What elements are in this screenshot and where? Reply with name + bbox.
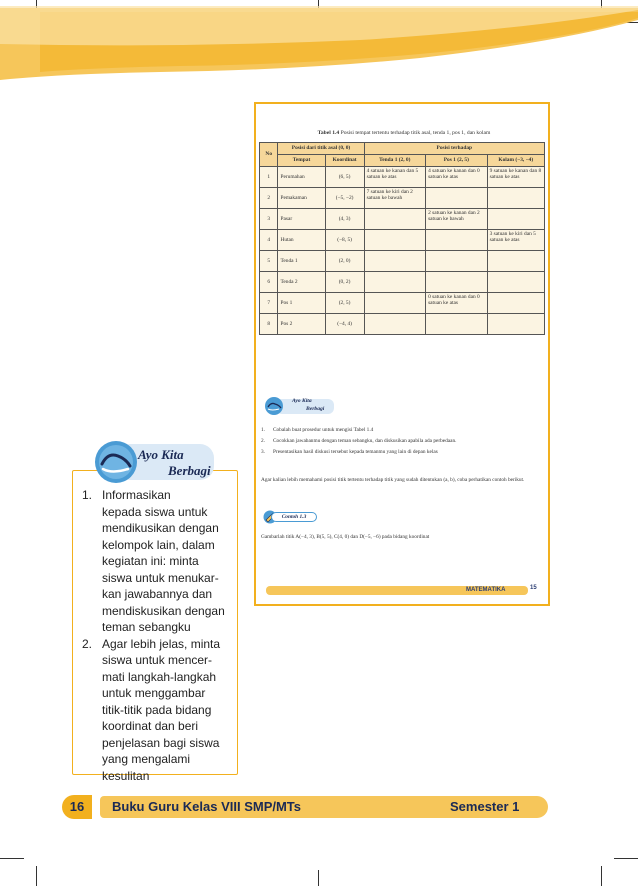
cell-pos xyxy=(426,251,488,272)
cell-pos: 4 satuan ke kanan dan 0 satuan ke atas xyxy=(426,167,488,188)
ayo-kita-berbagi-badge xyxy=(94,438,214,486)
crop-mark xyxy=(601,866,602,886)
badge-title-line2: Berbagi xyxy=(168,463,211,478)
header-posisi-terhadap: Posisi terhadap xyxy=(364,143,544,155)
list-number: 2. xyxy=(261,438,265,444)
header-tempat: Tempat xyxy=(278,155,325,167)
crop-mark xyxy=(614,858,638,859)
inner-textbook-page xyxy=(254,102,550,606)
cell-koordinat: (4, 3) xyxy=(325,209,364,230)
text-line: penjelasan bagi siswa xyxy=(102,735,220,750)
text-line: kepada siswa untuk xyxy=(102,504,208,519)
cell-koordinat: (−8, 5) xyxy=(325,230,364,251)
text-line: yang mengalami xyxy=(102,752,191,766)
list-item xyxy=(261,449,547,455)
list-text: Cobalah buat prosedur untuk mengisi Tabel 1.4 xyxy=(273,427,374,433)
cell-tenda xyxy=(364,314,426,335)
inner-footer-subject: MATEMATIKA xyxy=(466,587,506,593)
cell-tenda xyxy=(364,272,426,293)
cell-kolam: 3 satuan ke kiri dan 5 satuan ke atas xyxy=(487,230,544,251)
text-line: Informasikan xyxy=(102,488,171,502)
crop-mark xyxy=(0,858,24,859)
cell-no: 2 xyxy=(260,188,278,209)
table-caption xyxy=(260,130,548,136)
position-table xyxy=(259,142,545,335)
cell-tenda xyxy=(364,230,426,251)
explanation-paragraph: Agar kalian lebih memahami posisi titik tertentu terhadap titik yang sudah ditentukan (a, b), coba perhatikan contoh berikut. xyxy=(261,477,525,483)
cell-no: 1 xyxy=(260,167,278,188)
header-posisi-asal: Posisi dari titik asal (0, 0) xyxy=(278,143,364,155)
text-line: siswa untuk mencer- xyxy=(102,653,213,667)
header-no: No xyxy=(260,143,278,167)
cell-kolam xyxy=(487,272,544,293)
cell-tenda: 4 satuan ke kanan dan 5 satuan ke atas xyxy=(364,167,426,188)
cell-koordinat: (2, 0) xyxy=(325,251,364,272)
text-line: koordinat dan beri xyxy=(102,719,199,733)
cell-pos xyxy=(426,188,488,209)
cell-kolam xyxy=(487,293,544,314)
text-line: kegiatan ini: minta xyxy=(102,554,199,568)
cell-tenda: 7 satuan ke kiri dan 2 satuan ke bawah xyxy=(364,188,426,209)
badge-title-line1: Ayo Kita xyxy=(292,398,312,404)
cell-pos: 2 satuan ke kanan dan 2 satuan ke bawah xyxy=(426,209,488,230)
contoh-badge xyxy=(262,509,322,524)
cell-no: 6 xyxy=(260,272,278,293)
cell-koordinat: (2, 5) xyxy=(325,293,364,314)
text-line: siswa untuk menukar- xyxy=(102,570,219,585)
table-caption-label: Tabel 1.4 xyxy=(317,130,340,136)
table-row xyxy=(260,251,545,272)
text-line: kesulitan xyxy=(102,768,150,783)
badge-title-line2: Berbagi xyxy=(306,406,325,412)
table-row xyxy=(260,209,545,230)
cell-kolam xyxy=(487,209,544,230)
cell-pos xyxy=(426,314,488,335)
cell-tempat: Tenda 1 xyxy=(278,251,325,272)
cell-no: 7 xyxy=(260,293,278,314)
cell-pos: 0 satuan ke kanan dan 0 satuan ke atas xyxy=(426,293,488,314)
text-line: mendiskusikan dengan xyxy=(102,603,225,618)
cell-koordinat: (0, 2) xyxy=(325,272,364,293)
cell-tenda xyxy=(364,293,426,314)
cell-pos xyxy=(426,272,488,293)
top-banner xyxy=(0,0,638,88)
semester-label: Semester 1 xyxy=(450,799,520,814)
text-line: titik-titik pada bidang xyxy=(102,702,212,717)
cell-tempat: Pemakaman xyxy=(278,188,325,209)
list-number: 1. xyxy=(82,488,93,502)
contoh-label: Contoh 1.3 xyxy=(271,512,317,522)
table-row xyxy=(260,272,545,293)
sidebar-notes-list xyxy=(82,487,234,784)
text-line: mendikusikan dengan xyxy=(102,521,219,535)
cell-no: 3 xyxy=(260,209,278,230)
list-text xyxy=(102,487,225,636)
cell-tempat: Pos 1 xyxy=(278,293,325,314)
inner-page-footer xyxy=(256,584,548,598)
header-kolam: Kolam (−3, −4) xyxy=(487,155,544,167)
text-line: untuk menggambar xyxy=(102,686,206,700)
text-line: kan jawabannya dan xyxy=(102,587,213,601)
cell-koordinat: (−4, 4) xyxy=(325,314,364,335)
example-text: Gambarlah titik A(−4, 3), B(5, 5), C(4, 0) dan D(−5, −6) pada bidang koordinat xyxy=(261,534,430,540)
crop-mark xyxy=(36,866,37,886)
list-item xyxy=(261,438,547,444)
header-pos: Pos 1 (2, 5) xyxy=(426,155,488,167)
cell-kolam: 9 satuan ke kanan dan 8 satuan ke atas xyxy=(487,167,544,188)
crop-mark xyxy=(318,870,319,886)
cell-pos xyxy=(426,230,488,251)
header-koordinat: Koordinat xyxy=(325,155,364,167)
list-number: 3. xyxy=(261,449,265,455)
cell-tempat: Pasar xyxy=(278,209,325,230)
cell-tempat: Perumahan xyxy=(278,167,325,188)
list-item xyxy=(261,427,547,433)
list-item xyxy=(82,487,234,636)
instruction-list xyxy=(261,427,547,460)
page-number: 16 xyxy=(62,795,92,819)
list-text: Cocokkan jawabanmu dengan teman sebangku, dan diskusikan apabila ada perbedaan. xyxy=(273,438,457,444)
badge-title-line1: Ayo Kita xyxy=(138,447,184,462)
header-tenda: Tenda 1 (2, 0) xyxy=(364,155,426,167)
table-row xyxy=(260,167,545,188)
list-number: 1. xyxy=(261,427,265,433)
list-text xyxy=(102,636,220,785)
text-line: Agar lebih jelas, minta xyxy=(102,636,221,651)
table-row xyxy=(260,230,545,251)
list-text: Presentasikan hasil diskusi tersebut kepada temanmu yang lain di depan kelas xyxy=(273,449,438,455)
cell-tenda xyxy=(364,251,426,272)
list-number: 2. xyxy=(82,636,93,651)
cell-no: 4 xyxy=(260,230,278,251)
table-row xyxy=(260,293,545,314)
cell-tempat: Pos 2 xyxy=(278,314,325,335)
page-footer xyxy=(62,795,550,819)
table-row xyxy=(260,188,545,209)
cell-tempat: Tenda 2 xyxy=(278,272,325,293)
cell-koordinat: (−5, −2) xyxy=(325,188,364,209)
book-title: Buku Guru Kelas VIII SMP/MTs xyxy=(112,799,302,814)
cell-tenda xyxy=(364,209,426,230)
cell-kolam xyxy=(487,314,544,335)
cell-kolam xyxy=(487,188,544,209)
cell-kolam xyxy=(487,251,544,272)
cell-koordinat: (6, 5) xyxy=(325,167,364,188)
table-caption-text: Posisi tempat tertentu terhadap titik asal, tenda 1, pos 1, dan kolam xyxy=(339,130,491,136)
inner-footer-page-number: 15 xyxy=(530,585,537,591)
text-line: mati langkah-langkah xyxy=(102,669,217,684)
cell-no: 8 xyxy=(260,314,278,335)
list-item xyxy=(82,636,234,785)
cell-no: 5 xyxy=(260,251,278,272)
text-line: kelompok lain, dalam xyxy=(102,537,215,552)
ayo-kita-berbagi-badge-small xyxy=(262,396,334,416)
table-row xyxy=(260,314,545,335)
text-line: teman sebangku xyxy=(102,620,191,634)
cell-tempat: Hutan xyxy=(278,230,325,251)
